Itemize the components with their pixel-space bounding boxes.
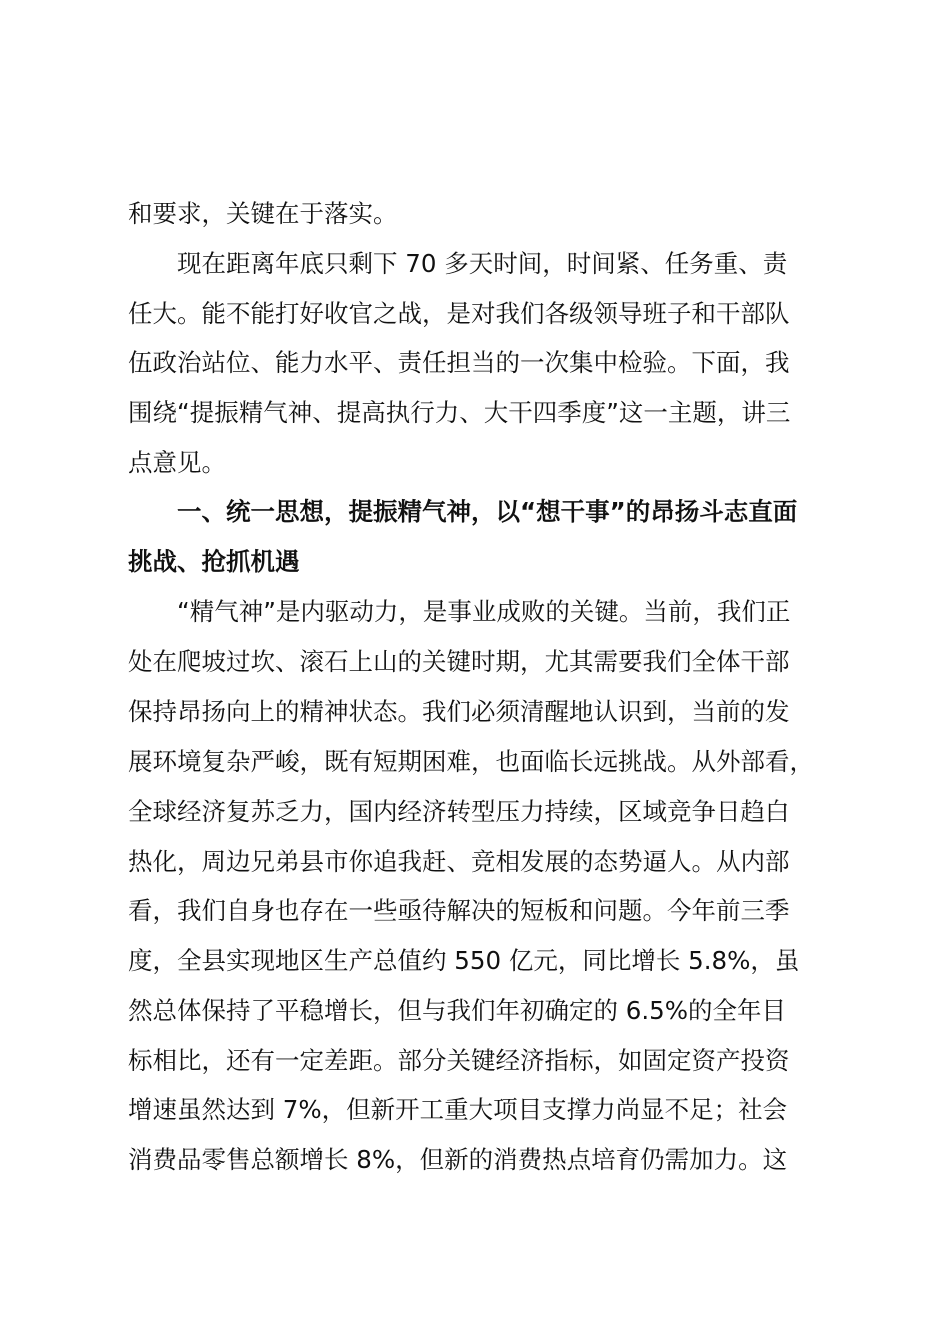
text-line: 任大。能不能打好收官之战，是对我们各级领导班子和干部队 <box>128 299 790 328</box>
text-line: 消费品零售总额增长 8%，但新的消费热点培育仍需加力。这 <box>128 1145 788 1174</box>
text-line: 伍政治站位、能力水平、责任担当的一次集中检验。下面，我 <box>128 348 790 377</box>
text-line: 围绕“提振精气神、提高执行力、大干四季度”这一主题，讲三 <box>128 398 791 427</box>
text-line: 展环境复杂严峻，既有短期困难，也面临长远挑战。从外部看， <box>128 747 814 776</box>
section-heading-line: 一、统一思想，提振精气神，以“想干事”的昂扬斗志直面 <box>177 497 798 526</box>
text-line: 增速虽然达到 7%，但新开工重大项目支撑力尚显不足；社会 <box>128 1095 788 1124</box>
text-line: 现在距离年底只剩下 70 多天时间，时间紧、任务重、责 <box>177 249 788 278</box>
text-line: 全球经济复苏乏力，国内经济转型压力持续，区域竞争日趋白 <box>128 797 790 826</box>
text-line: 看，我们自身也存在一些亟待解决的短板和问题。今年前三季 <box>128 896 790 925</box>
text-line: 点意见。 <box>128 448 226 477</box>
text-line: 热化，周边兄弟县市你追我赶、竞相发展的态势逼人。从内部 <box>128 847 790 876</box>
text-line: “精气神”是内驱动力，是事业成败的关键。当前，我们正 <box>177 597 791 626</box>
text-line: 然总体保持了平稳增长，但与我们年初确定的 6.5%的全年目 <box>128 996 787 1025</box>
text-line: 保持昂扬向上的精神状态。我们必须清醒地认识到，当前的发 <box>128 697 790 726</box>
section-heading-line: 挑战、抢抓机遇 <box>128 547 300 576</box>
text-line: 度，全县实现地区生产总值约 550 亿元，同比增长 5.8%，虽 <box>128 946 800 975</box>
text-line: 标相比，还有一定差距。部分关键经济指标，如固定资产投资 <box>128 1046 790 1075</box>
text-line: 处在爬坡过坎、滚石上山的关键时期，尤其需要我们全体干部 <box>128 647 790 676</box>
text-line: 和要求，关键在于落实。 <box>128 199 398 228</box>
